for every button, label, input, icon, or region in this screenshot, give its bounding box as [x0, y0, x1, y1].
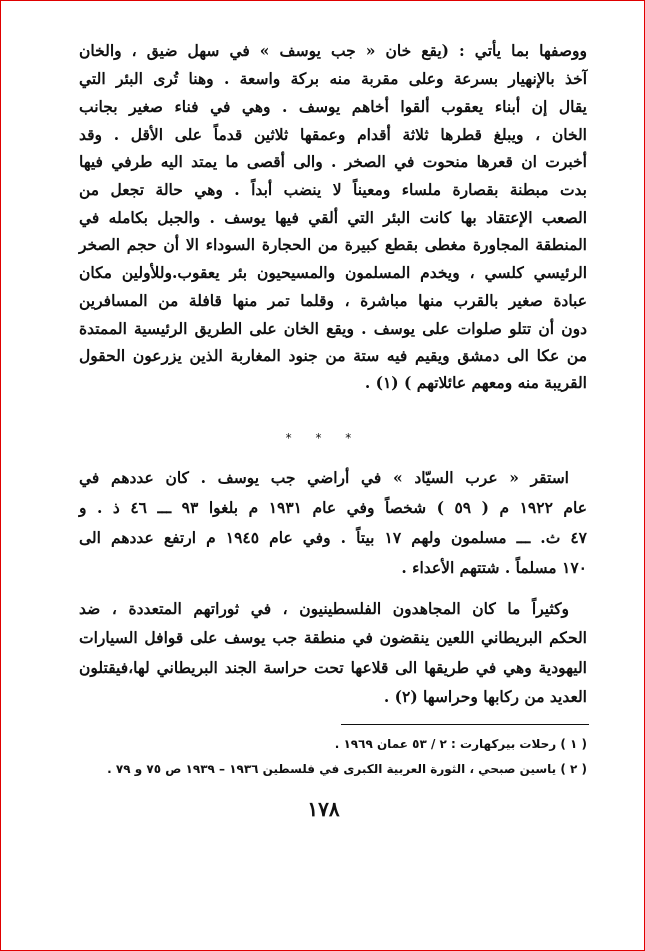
- text-line: الرئيسي كلسي ، ويخدم المسلمون والمسيحيون بئر يعقوب.وللأولين مكان: [79, 263, 587, 282]
- text-line: الخان ، ويبلغ قطرها ثلاثة أقدام وعمقها ثلاثين قدماً على الأقل . وقد: [79, 125, 587, 144]
- text-line: من عكا الى دمشق ويقيم فيه ستة من جنود المغاربة الذين يزرعون الحقول: [79, 346, 587, 365]
- text-line: الحكم البريطاني اللعين ينقضون في منطقة جب يوسف على قوافل السيارات: [79, 628, 587, 647]
- text-line: وكثيراً ما كان المجاهدون الفلسطينيون ، في ثوراتهم المتعددة ، ضد: [79, 599, 569, 618]
- text-line: استقر « عرب السيّاد » في أراضي جب يوسف . كان عددهم في: [79, 468, 569, 487]
- text-line: دون أن تتلو صلوات على يوسف . ويقع الخان على الطريق الرئيسية الممتدة: [79, 319, 587, 338]
- section-separator: * * *: [285, 431, 362, 445]
- page-number: ١٧٨: [307, 797, 340, 821]
- text-line: ١٧٠ مسلماً . شتتهم الأعداء .: [401, 558, 587, 577]
- text-line: بدت مبطنة بقصارة ملساء ومعيناً لا ينضب أبداً . وهي حالة تجعل من: [79, 180, 587, 199]
- text-line: العديد من ركابها وحراسها (٢) .: [383, 687, 587, 706]
- text-line: ووصفها بما يأتي : (يقع خان « جب يوسف » في سهل ضيق ، والخان: [79, 41, 587, 60]
- text-line: يقال إن أبناء يعقوب ألقوا أخاهم يوسف . وهي في فناء صغير بجانب: [79, 97, 587, 116]
- text-line: اليهودية وهي في طريقها الى قلاعها تحت حراسة الجند البريطاني لها،فيقتلون: [79, 658, 587, 677]
- footnote-2: ( ٢ ) ياسين صبحي ، الثورة العربية الكبرى في فلسطين ١٩٣٦ – ١٩٣٩ ص ٧٥ و ٧٩ .: [107, 762, 587, 776]
- text-line: عام ١٩٢٢ م ( ٥٩ ) شخصاً وفي عام ١٩٣١ م بلغوا ٩٣ ـــ ٤٦ ذ . و: [79, 498, 588, 517]
- text-line: الصعب الإعتقاد بها كانت البئر التي ألقي فيها يوسف . والجبل بكامله في: [79, 208, 587, 227]
- text-line: آخذ بالإنهيار بسرعة وعلى مقربة منه بركة واسعة . وهنا تُرى البئر التي: [79, 69, 587, 88]
- footnote-divider: [341, 724, 589, 725]
- text-line: أخبرت ان قعرها منحوت في الصخر . والى أقصى ما يمتد اليه طرفي فيها: [79, 152, 587, 171]
- footnote-1: ( ١ ) رحلات بيركهارت : ٢ / ٥٣ عمان ١٩٦٩ .: [334, 737, 587, 751]
- text-line: القريبة منه ومعهم عائلاتهم ) (١) .: [364, 373, 587, 392]
- text-line: عبادة صغير بالقرب منها مباشرة ، وقلما تمر منها قافلة من المسافرين: [79, 291, 587, 310]
- text-line: ٤٧ ث. ـــ مسلمون ولهم ١٧ بيتاً . وفي عام ١٩٤٥ م ارتفع عددهم الى: [79, 528, 587, 547]
- text-line: المنطقة المجاورة مغطى بقطع كبيرة من الحجارة السوداء الا أن حجم الصخر: [79, 235, 587, 254]
